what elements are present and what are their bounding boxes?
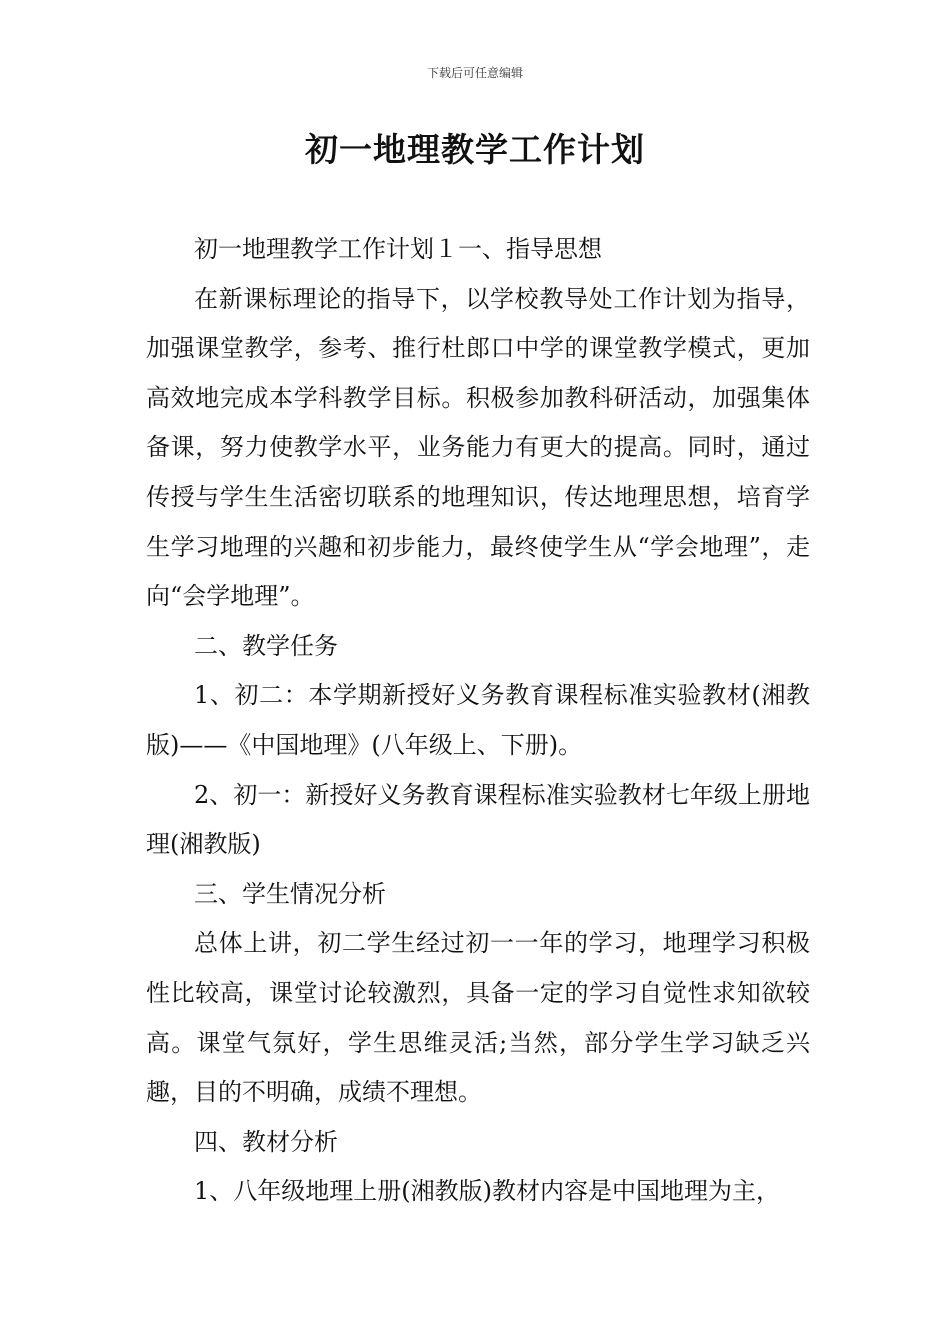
paragraph-task-grade-one: 2、初一：新授好义务教育课程标准实验教材七年级上册地理(湘教版) bbox=[146, 780, 810, 859]
paragraph-textbook-analysis: 1、八年级地理上册(湘教版)教材内容是中国地理为主， bbox=[194, 1177, 780, 1206]
paragraph-student-analysis: 总体上讲，初二学生经过初一一年的学习，地理学习积极性比较高，课堂讨论较激烈，具备一定的学习自觉性求知欲较高。课堂气氛好，学生思维灵活;当然，部分学生学习缺乏兴趣，目的不明确，成绩不理想。 bbox=[146, 929, 810, 1107]
section-heading-student-analysis: 三、学生情况分析 bbox=[194, 879, 386, 908]
section-heading-textbook-analysis: 四、教材分析 bbox=[194, 1127, 338, 1156]
page-header-note: 下载后可任意编辑 bbox=[426, 66, 523, 80]
paragraph-guiding-thought: 在新课标理论的指导下，以学校教导处工作计划为指导，加强课堂教学，参考、推行杜郎口中学的课堂教学模式，更加高效地完成本学科教学目标。积极参加教科研活动，加强集体备课，努力使教学水平，业务能力有更大的提高。同时，通过传授与学生生活密切联系的地理知识，传达地理思想，培育学生学习地理的兴趣和初步能力，最终使学生从“学会地理”，走向“会学地理”。 bbox=[146, 284, 810, 611]
paragraph-intro-heading: 初一地理教学工作计划１一、指导思想 bbox=[194, 235, 602, 263]
paragraph-task-grade-two: 1、初二：本学期新授好义务教育课程标准实验教材(湘教版)——《中国地理》(八年级上、下册)。 bbox=[146, 681, 810, 759]
document-body bbox=[146, 225, 810, 1217]
document-title: 初一地理教学工作计划 bbox=[305, 130, 645, 169]
section-heading-teaching-tasks: 二、教学任务 bbox=[194, 631, 338, 660]
